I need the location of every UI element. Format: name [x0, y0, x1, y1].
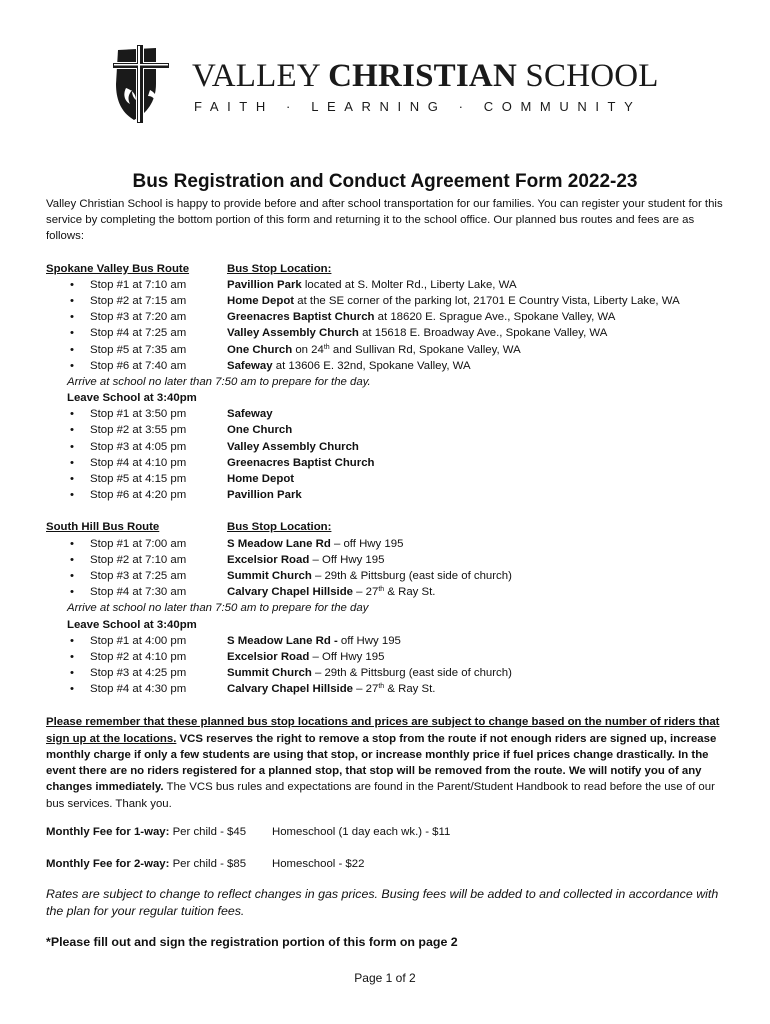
leave-school-label: Leave School at 3:40pm: [67, 618, 197, 631]
route-name: South Hill Bus Route: [46, 521, 160, 534]
list-item: Stop #3 at 4:05 pm Valley Assembly Church: [90, 440, 359, 453]
list-item: Stop #4 at 7:30 am Calvary Chapel Hillside – 27th & Ray St.: [90, 586, 436, 599]
school-shield-cross-logo: [112, 44, 182, 124]
school-name: VALLEY CHRISTIAN SCHOOL: [192, 58, 659, 94]
bus-stop-location-header: Bus Stop Location:: [227, 262, 332, 275]
list-item: Stop #1 at 4:00 pm S Meadow Lane Rd - off Hwy 195: [90, 634, 401, 647]
letterhead: [112, 44, 672, 124]
intro-paragraph: Valley Christian School is happy to provide before and after school transportation for our families. You can register your student for this service by completing the bottom portion of this form and returning it to the school office. Our planned bus routes and fees are as follows:: [46, 198, 723, 243]
route-south-hill: [46, 519, 726, 697]
fee-schedule: [46, 824, 726, 872]
rates-note: Rates are subject to change to reflect changes in gas prices. Busing fees will be added to and collected in accordance with the plan for your regular tuition fees.: [46, 886, 719, 918]
list-item: Stop #2 at 7:10 am Excelsior Road – Off Hwy 195: [90, 553, 385, 566]
list-item: Stop #5 at 7:35 am One Church on 24th and Sullivan Rd, Spokane Valley, WA: [90, 343, 521, 356]
fee-row-2-way: Monthly Fee for 2-way: Per child - $85 Homeschool - $22: [46, 857, 365, 870]
list-item: Stop #2 at 7:15 am Home Depot at the SE corner of the parking lot, 21701 E Country Vista, Liberty Lake, WA: [90, 294, 680, 307]
route-name: Spokane Valley Bus Route: [46, 262, 190, 275]
list-item: Stop #1 at 3:50 pm Safeway: [90, 408, 273, 421]
list-item: Stop #1 at 7:10 am Pavillion Park located at S. Molter Rd., Liberty Lake, WA: [90, 278, 517, 291]
bus-stop-location-header: Bus Stop Location:: [227, 521, 332, 534]
list-item: Stop #6 at 7:40 am Safeway at 13606 E. 32nd, Spokane Valley, WA: [90, 359, 471, 372]
school-tagline: FAITH · LEARNING · COMMUNITY: [194, 99, 642, 114]
fill-out-note: *Please fill out and sign the registration portion of this form on page 2: [46, 934, 458, 949]
list-item: Stop #3 at 7:25 am Summit Church – 29th & Pittsburg (east side of church): [90, 569, 512, 582]
list-item: Stop #5 at 4:15 pm Home Depot: [90, 473, 295, 486]
list-item: Stop #4 at 4:30 pm Calvary Chapel Hillside – 27th & Ray St.: [90, 683, 436, 696]
list-item: Stop #1 at 7:00 am S Meadow Lane Rd – off Hwy 195: [90, 537, 404, 550]
list-item: Stop #3 at 4:25 pm Summit Church – 29th & Pittsburg (east side of church): [90, 667, 512, 680]
fee-row-1-way: Monthly Fee for 1-way: Per child - $45 Homeschool (1 day each wk.) - $11: [46, 825, 451, 838]
list-item: Stop #4 at 7:25 am Valley Assembly Church at 15618 E. Broadway Ave., Spokane Valley, WA: [90, 327, 608, 340]
list-item: Stop #2 at 3:55 pm One Church: [90, 424, 293, 437]
leave-school-label: Leave School at 3:40pm: [67, 392, 197, 405]
page-number: Page 1 of 2: [354, 971, 416, 985]
form-body: [46, 196, 726, 950]
arrive-note: Arrive at school no later than 7:50 am to prepare for the day: [67, 602, 369, 615]
list-item: Stop #2 at 4:10 pm Excelsior Road – Off Hwy 195: [90, 650, 385, 663]
change-notice: Please remember that these planned bus stop locations and prices are subject to change based on the number of riders that sign up at the locations. VCS reserves the right to remove a stop from the route if not enough riders are signed up, increase monthly charge if only a few students are using that stop, or increase monthly price if fuel prices change drastically. In the event there are no riders registered for a planned stop, that stop will be removed from the route. We will notify you of any changes immediately. The VCS bus rules and expectations are found in the Parent/Student Handbook to read before the use of our bus services. Thank you.: [46, 716, 720, 810]
list-item: Stop #3 at 7:20 am Greenacres Baptist Church at 18620 E. Sprague Ave., Spokane Valley, WA: [90, 311, 616, 324]
list-item: Stop #4 at 4:10 pm Greenacres Baptist Church: [90, 456, 375, 469]
form-title: Bus Registration and Conduct Agreement Form 2022-23: [132, 171, 638, 192]
list-item: Stop #6 at 4:20 pm Pavillion Park: [90, 489, 302, 502]
route-spokane-valley: [46, 261, 726, 504]
arrive-note: Arrive at school no later than 7:50 am to prepare for the day.: [67, 375, 371, 388]
